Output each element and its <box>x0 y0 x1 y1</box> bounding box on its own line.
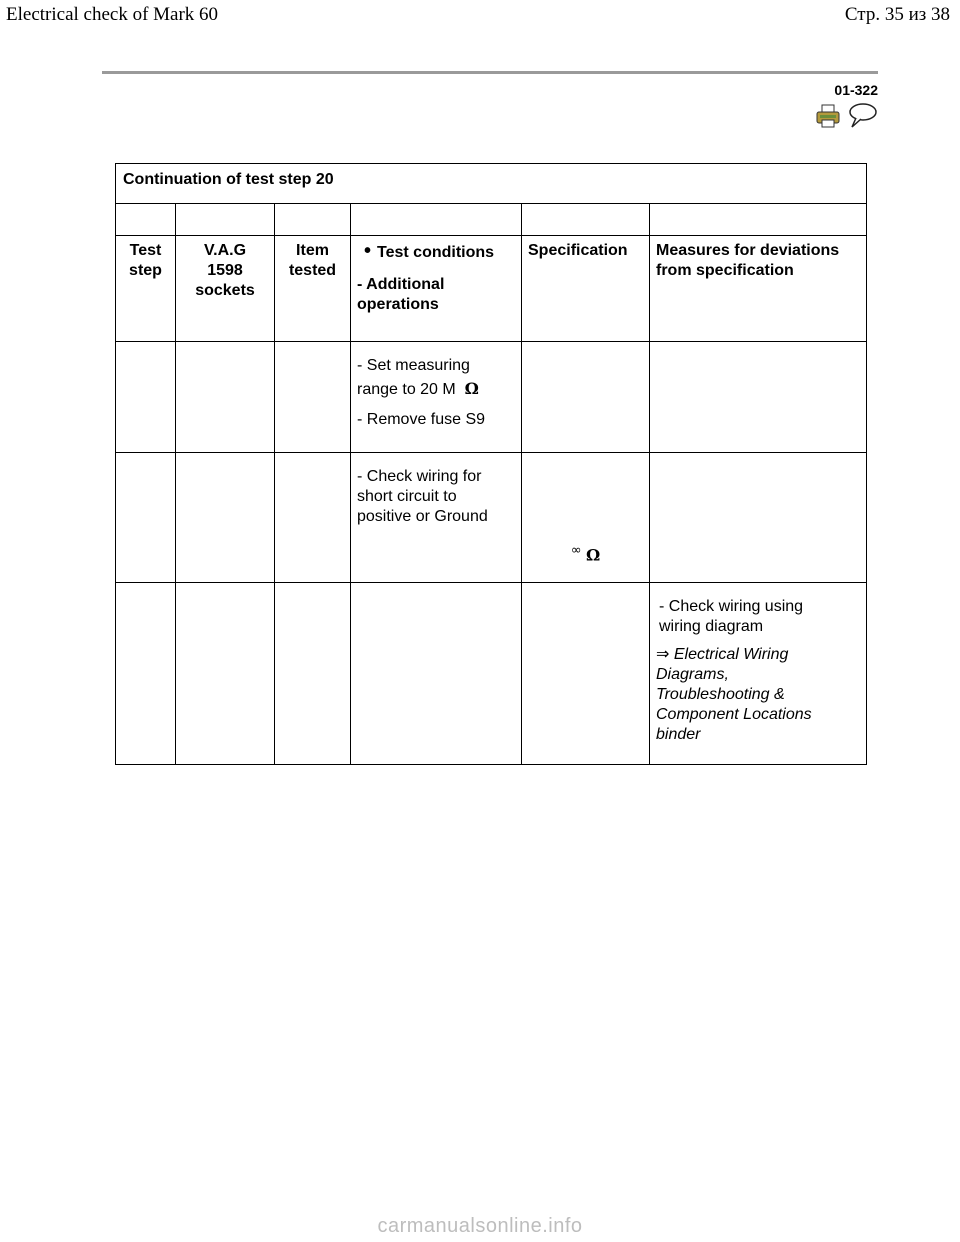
watermark-footer: carmanualsonline.info <box>377 1215 583 1237</box>
bullet-icon: • <box>364 240 372 262</box>
header-test-step: Test step <box>116 236 176 342</box>
table-row <box>116 583 867 765</box>
conditions-cell: - Check wiring for short circuit to positive or Ground <box>351 453 522 583</box>
table-caption: Continuation of test step 20 <box>116 164 867 204</box>
page-indicator: Стр. 35 из 38 <box>844 4 950 25</box>
header-conditions: • Test conditions - Additional operations <box>351 236 522 342</box>
document-number: 01-322 <box>834 82 878 98</box>
table-row <box>116 453 867 583</box>
header-item-tested: Item tested <box>275 236 351 342</box>
specification-cell <box>522 453 650 583</box>
test-step-table <box>115 163 867 765</box>
document-title: Electrical check of Mark 60 <box>6 4 219 25</box>
measures-cell: - Check wiring using wiring diagram ⇒ Electrical Wiring Diagrams, Troubleshooting & Component Locations binder <box>650 583 867 765</box>
table-row <box>116 204 867 236</box>
ohm-symbol: Ω <box>586 545 601 565</box>
conditions-cell: - Set measuring range to 20 M Ω - Remove fuse S9 <box>351 342 522 453</box>
speech-bubble-icon[interactable] <box>847 102 877 128</box>
infinity-symbol: ∞ <box>570 543 582 558</box>
printer-icon[interactable] <box>816 104 840 128</box>
arrow-icon: ⇒ <box>656 646 670 663</box>
header-specification: Specification <box>522 236 650 342</box>
header-divider <box>102 71 878 74</box>
header-measures: Measures for deviations from specification <box>650 236 867 342</box>
table-row <box>116 342 867 453</box>
ohm-symbol: Ω <box>464 379 479 398</box>
header-sockets: V.A.G 1598 sockets <box>176 236 275 342</box>
table-header-row <box>116 236 867 342</box>
